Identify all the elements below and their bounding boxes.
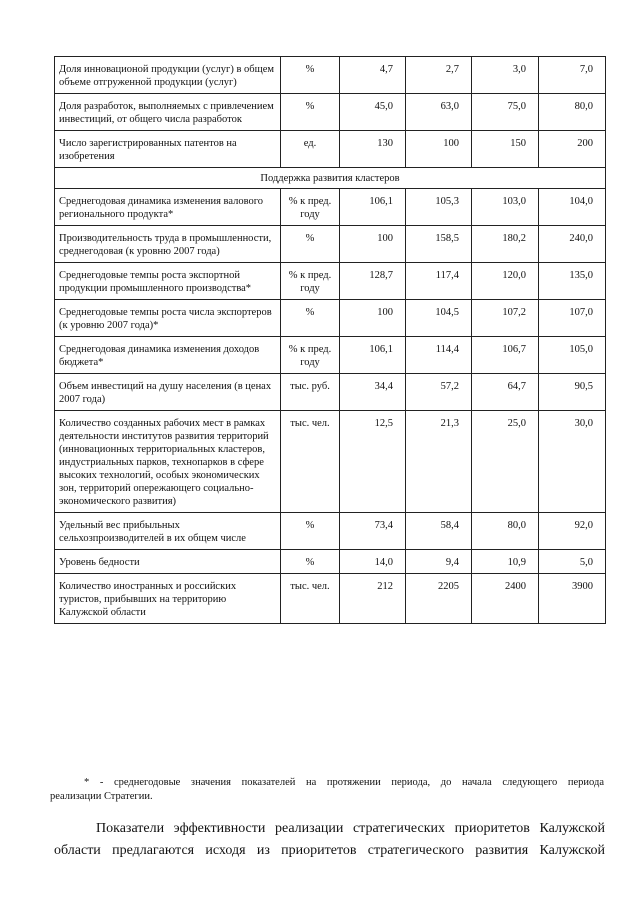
- section-title: Поддержка развития кластеров: [55, 168, 606, 189]
- indicator-value: 2,7: [406, 57, 472, 94]
- footnote: [50, 776, 604, 804]
- indicator-name: Среднегодовые темпы роста числа экспортеров (к уровню 2007 года)*: [55, 300, 281, 337]
- indicator-value: 100: [406, 131, 472, 168]
- indicator-unit: тыс. чел.: [281, 574, 340, 624]
- indicator-value: 106,1: [340, 189, 406, 226]
- indicator-value: 104,5: [406, 300, 472, 337]
- indicator-value: 106,7: [472, 337, 539, 374]
- paragraph-line-2: области предлагаются исходя из приоритетов стратегического развития Калужской: [54, 843, 605, 858]
- indicator-value: 92,0: [539, 513, 606, 550]
- indicator-value: 107,2: [472, 300, 539, 337]
- table-row: [55, 513, 606, 550]
- indicator-value: 9,4: [406, 550, 472, 574]
- table-row: [55, 57, 606, 94]
- indicators-table: [54, 56, 606, 624]
- indicator-unit: тыс. руб.: [281, 374, 340, 411]
- table-row: [55, 411, 606, 513]
- indicator-value: 7,0: [539, 57, 606, 94]
- indicator-value: 120,0: [472, 263, 539, 300]
- indicator-unit: %: [281, 550, 340, 574]
- indicator-value: 105,0: [539, 337, 606, 374]
- indicator-value: 80,0: [539, 94, 606, 131]
- indicator-unit: % к пред. году: [281, 263, 340, 300]
- table-row: [55, 337, 606, 374]
- indicator-unit: %: [281, 513, 340, 550]
- indicator-value: 3,0: [472, 57, 539, 94]
- footnote-line-2: реализации Стратегии.: [50, 791, 153, 802]
- table-row: [55, 374, 606, 411]
- indicator-value: 45,0: [340, 94, 406, 131]
- indicator-name: Среднегодовая динамика изменения доходов бюджета*: [55, 337, 281, 374]
- table-row: [55, 263, 606, 300]
- indicator-name: Объем инвестиций на душу населения (в ценах 2007 года): [55, 374, 281, 411]
- body-paragraph: [54, 818, 605, 862]
- indicator-value: 75,0: [472, 94, 539, 131]
- indicator-value: 25,0: [472, 411, 539, 513]
- indicator-value: 128,7: [340, 263, 406, 300]
- indicator-value: 90,5: [539, 374, 606, 411]
- indicator-name: Уровень бедности: [55, 550, 281, 574]
- indicator-value: 63,0: [406, 94, 472, 131]
- indicator-value: 73,4: [340, 513, 406, 550]
- indicator-value: 34,4: [340, 374, 406, 411]
- indicator-unit: % к пред. году: [281, 337, 340, 374]
- indicator-value: 117,4: [406, 263, 472, 300]
- indicator-value: 80,0: [472, 513, 539, 550]
- indicator-value: 104,0: [539, 189, 606, 226]
- indicator-value: 3900: [539, 574, 606, 624]
- footnote-line-1: * - среднегодовые значения показателей на протяжении периода, до начала следующего периода: [84, 777, 604, 788]
- indicator-unit: %: [281, 57, 340, 94]
- indicator-value: 240,0: [539, 226, 606, 263]
- indicator-value: 180,2: [472, 226, 539, 263]
- indicator-value: 158,5: [406, 226, 472, 263]
- indicator-value: 135,0: [539, 263, 606, 300]
- table-row: [55, 550, 606, 574]
- indicator-name: Количество иностранных и российских туристов, прибывших на территорию Калужской области: [55, 574, 281, 624]
- indicator-value: 30,0: [539, 411, 606, 513]
- table-row: [55, 189, 606, 226]
- table-row: [55, 94, 606, 131]
- indicator-unit: %: [281, 226, 340, 263]
- indicator-name: Количество созданных рабочих мест в рамках деятельности институтов развития территорий (инновационных территориальных кластеров, индустриальных парков, технопарков в сфере высоких технологий, особых экономических зон, территорий опережающего социально-экономического развития): [55, 411, 281, 513]
- indicator-value: 105,3: [406, 189, 472, 226]
- indicator-value: 5,0: [539, 550, 606, 574]
- indicator-unit: тыс. чел.: [281, 411, 340, 513]
- indicator-name: Производительность труда в промышленности, среднегодовая (к уровню 2007 года): [55, 226, 281, 263]
- indicator-value: 2205: [406, 574, 472, 624]
- indicator-value: 2400: [472, 574, 539, 624]
- indicator-value: 114,4: [406, 337, 472, 374]
- indicator-name: Удельный вес прибыльных сельхозпроизводителей в их общем числе: [55, 513, 281, 550]
- indicator-unit: % к пред. году: [281, 189, 340, 226]
- indicator-name: Среднегодовая динамика изменения валового регионального продукта*: [55, 189, 281, 226]
- indicator-name: Число зарегистрированных патентов на изобретения: [55, 131, 281, 168]
- indicator-value: 150: [472, 131, 539, 168]
- indicator-unit: %: [281, 94, 340, 131]
- indicator-value: 58,4: [406, 513, 472, 550]
- indicator-value: 21,3: [406, 411, 472, 513]
- indicator-name: Доля разработок, выполняемых с привлечением инвестиций, от общего числа разработок: [55, 94, 281, 131]
- indicator-value: 57,2: [406, 374, 472, 411]
- indicator-value: 100: [340, 300, 406, 337]
- table-row: [55, 300, 606, 337]
- indicator-value: 14,0: [340, 550, 406, 574]
- indicator-value: 103,0: [472, 189, 539, 226]
- indicator-unit: ед.: [281, 131, 340, 168]
- section-header-row: [55, 168, 606, 189]
- indicator-name: Среднегодовые темпы роста экспортной продукции промышленного производства*: [55, 263, 281, 300]
- table-row: [55, 226, 606, 263]
- indicator-unit: %: [281, 300, 340, 337]
- indicator-value: 106,1: [340, 337, 406, 374]
- indicator-value: 107,0: [539, 300, 606, 337]
- indicator-value: 12,5: [340, 411, 406, 513]
- indicator-value: 10,9: [472, 550, 539, 574]
- indicator-value: 200: [539, 131, 606, 168]
- paragraph-line-1: Показатели эффективности реализации стратегических приоритетов Калужской: [96, 821, 605, 836]
- indicator-value: 64,7: [472, 374, 539, 411]
- indicator-value: 100: [340, 226, 406, 263]
- indicator-name: Доля инновационой продукции (услуг) в общем объеме отгруженной продукции (услуг): [55, 57, 281, 94]
- table-row: [55, 131, 606, 168]
- indicator-value: 130: [340, 131, 406, 168]
- indicator-value: 212: [340, 574, 406, 624]
- table-row: [55, 574, 606, 624]
- indicator-value: 4,7: [340, 57, 406, 94]
